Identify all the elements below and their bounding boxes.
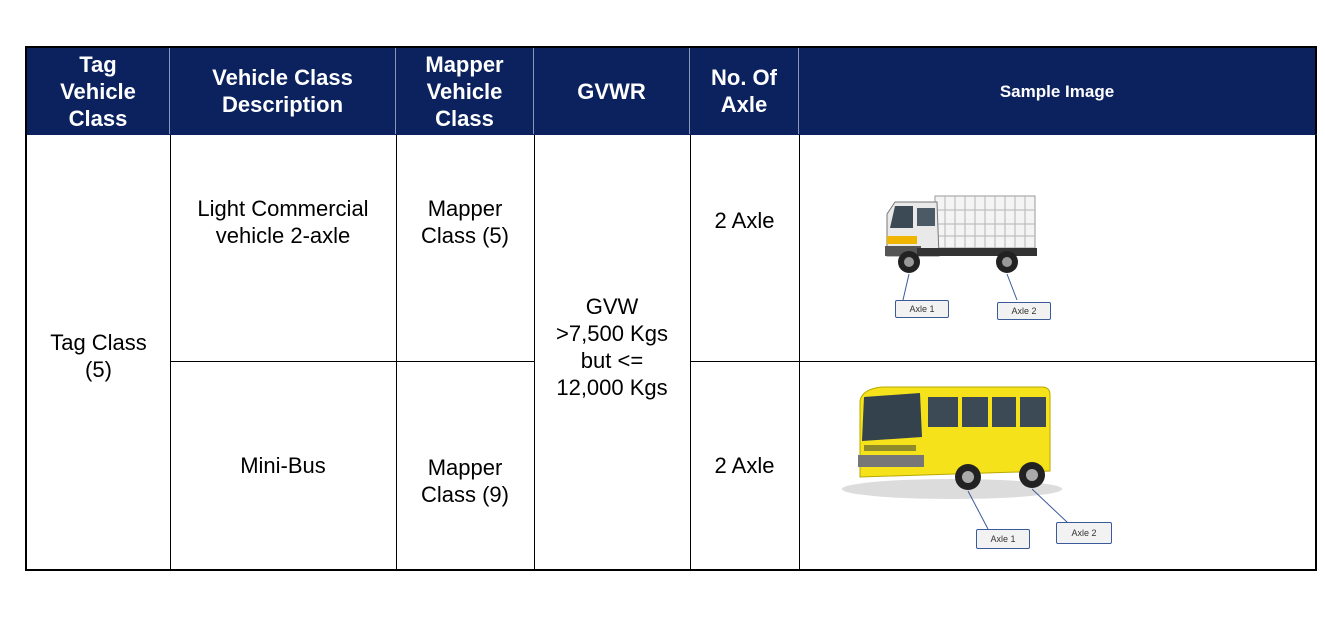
header-tag-vehicle-class bbox=[27, 48, 170, 134]
row2-description: Mini-Bus bbox=[240, 453, 326, 478]
row1-mapper-cell bbox=[396, 134, 534, 361]
header-gvwr bbox=[534, 48, 690, 134]
grid-line bbox=[799, 134, 800, 569]
row1-description: Light Commercial vehicle 2-axle bbox=[197, 195, 369, 248]
row2-axle-cell bbox=[690, 362, 799, 569]
row1-axle-cell bbox=[690, 134, 799, 361]
header-mapper-vehicle-class-label: Mapper Vehicle Class bbox=[425, 51, 504, 131]
header-mapper-vehicle-class bbox=[396, 48, 534, 134]
header-tag-vehicle-class-label: Tag Vehicle Class bbox=[60, 51, 136, 131]
truck-icon bbox=[857, 184, 1057, 324]
header-no-of-axle-label: No. Of Axle bbox=[711, 65, 777, 117]
header-no-of-axle bbox=[690, 48, 799, 134]
gvwr-cell bbox=[534, 134, 690, 569]
row2-axle-2-label: Axle 2 bbox=[1056, 522, 1112, 544]
gvwr-text: GVW >7,500 Kgs but <= 12,000 Kgs bbox=[556, 293, 668, 400]
tag-class-text: Tag Class (5) bbox=[50, 329, 147, 382]
row1-axles: 2 Axle bbox=[714, 208, 775, 233]
row1-axle-1-label: Axle 1 bbox=[895, 300, 949, 318]
row2-description-cell bbox=[170, 362, 396, 569]
row2-axle-1-label: Axle 1 bbox=[976, 529, 1030, 549]
row2-axles: 2 Axle bbox=[714, 453, 775, 478]
tag-class-cell bbox=[27, 134, 170, 569]
row1-description-cell bbox=[170, 134, 396, 361]
row1-mapper-class: Mapper Class (5) bbox=[420, 195, 509, 248]
row1-axle-2-label: Axle 2 bbox=[997, 302, 1051, 320]
header-vehicle-class-description bbox=[170, 48, 396, 134]
vehicle-class-table bbox=[25, 46, 1317, 571]
header-sample-image-label: Sample Image bbox=[999, 81, 1115, 101]
header-gvwr-label: GVWR bbox=[577, 78, 646, 104]
header-sample-image bbox=[799, 48, 1315, 134]
bus-icon bbox=[842, 381, 1097, 553]
row2-mapper-class: Mapper Class (9) bbox=[420, 454, 509, 507]
row2-mapper-cell bbox=[396, 362, 534, 569]
header-vehicle-class-description-label: Vehicle Class Description bbox=[212, 65, 353, 117]
